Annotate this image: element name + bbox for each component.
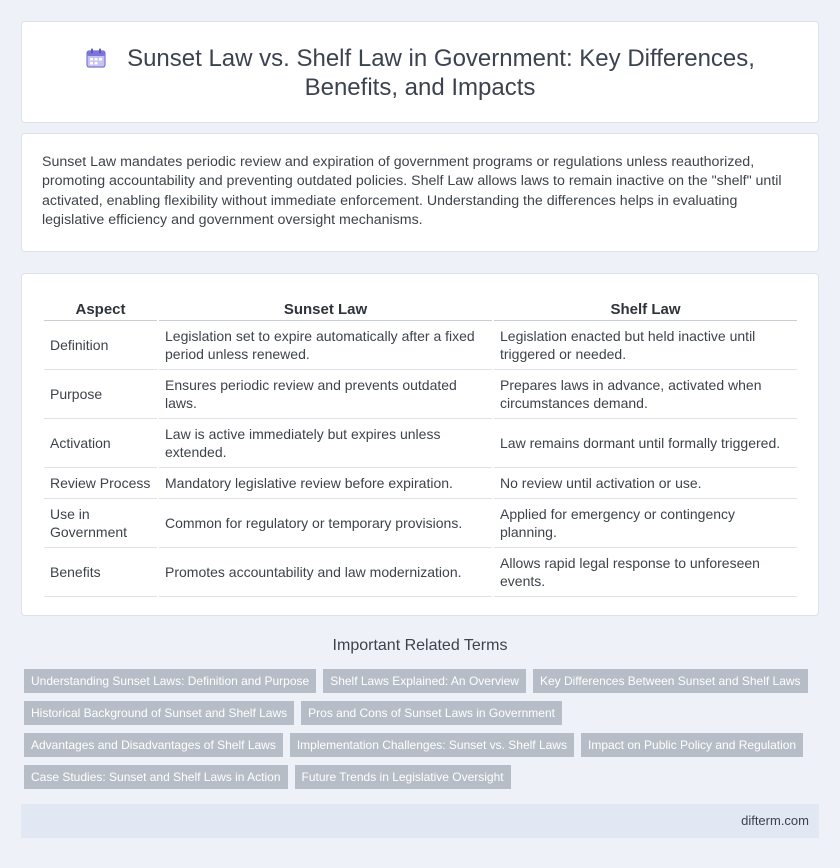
cell-aspect: Benefits <box>44 548 157 597</box>
related-term-link[interactable]: Impact on Public Policy and Regulation <box>581 733 803 757</box>
cell-aspect: Definition <box>44 321 157 370</box>
related-terms-list <box>24 669 814 797</box>
cell-sunset: Law is active immediately but expires unless extended. <box>159 419 492 468</box>
related-term-link[interactable]: Shelf Laws Explained: An Overview <box>323 669 526 693</box>
cell-sunset: Mandatory legislative review before expiration. <box>159 468 492 499</box>
header-card <box>21 21 819 123</box>
site-name[interactable]: difterm.com <box>741 813 809 828</box>
header-aspect: Aspect <box>44 294 157 321</box>
calendar-icon <box>85 47 107 69</box>
table-row <box>44 468 797 499</box>
cell-shelf: Allows rapid legal response to unforeseen events. <box>494 548 797 597</box>
cell-shelf: Law remains dormant until formally triggered. <box>494 419 797 468</box>
related-term-link[interactable]: Pros and Cons of Sunset Laws in Government <box>301 701 562 725</box>
intro-text: Sunset Law mandates periodic review and expiration of government programs or regulations unless reauthorized, promoting accountability and preventing outdated policies. Shelf Law allows laws to remain inactive on the "shelf" until activated, enabling flexibility without immediate enforcement. Understanding the differences helps in evaluating legislative efficiency and government oversight mechanisms. <box>42 154 782 228</box>
table-row <box>44 548 797 597</box>
related-term-link[interactable]: Case Studies: Sunset and Shelf Laws in Action <box>24 765 288 789</box>
intro-card <box>21 133 819 252</box>
cell-aspect: Purpose <box>44 370 157 419</box>
header-sunset-law: Sunset Law <box>159 294 492 321</box>
footer <box>21 804 819 838</box>
cell-sunset: Ensures periodic review and prevents outdated laws. <box>159 370 492 419</box>
related-term-link[interactable]: Future Trends in Legislative Oversight <box>295 765 511 789</box>
cell-sunset: Promotes accountability and law modernization. <box>159 548 492 597</box>
cell-aspect: Activation <box>44 419 157 468</box>
cell-shelf: Legislation enacted but held inactive until triggered or needed. <box>494 321 797 370</box>
table-header-row <box>44 294 797 321</box>
cell-shelf: Applied for emergency or contingency planning. <box>494 499 797 548</box>
related-term-link[interactable]: Understanding Sunset Laws: Definition and Purpose <box>24 669 316 693</box>
table-row <box>44 499 797 548</box>
cell-sunset: Common for regulatory or temporary provisions. <box>159 499 492 548</box>
table-row <box>44 419 797 468</box>
comparison-table <box>42 294 799 597</box>
related-term-link[interactable]: Implementation Challenges: Sunset vs. Shelf Laws <box>290 733 574 757</box>
header-shelf-law: Shelf Law <box>494 294 797 321</box>
comparison-card <box>21 273 819 616</box>
related-term-link[interactable]: Advantages and Disadvantages of Shelf Laws <box>24 733 283 757</box>
table-row <box>44 370 797 419</box>
related-terms-title: Important Related Terms <box>332 637 508 654</box>
page-title <box>22 44 818 102</box>
title-line-2: Benefits, and Impacts <box>304 74 536 101</box>
cell-shelf: No review until activation or use. <box>494 468 797 499</box>
related-term-link[interactable]: Historical Background of Sunset and Shelf Laws <box>24 701 294 725</box>
title-line-1: Sunset Law vs. Shelf Law in Government: Key Differences, <box>127 45 755 72</box>
cell-aspect: Review Process <box>44 468 157 499</box>
related-term-link[interactable]: Key Differences Between Sunset and Shelf Laws <box>533 669 808 693</box>
cell-sunset: Legislation set to expire automatically after a fixed period unless renewed. <box>159 321 492 370</box>
table-row <box>44 321 797 370</box>
cell-aspect: Use in Government <box>44 499 157 548</box>
cell-shelf: Prepares laws in advance, activated when circumstances demand. <box>494 370 797 419</box>
